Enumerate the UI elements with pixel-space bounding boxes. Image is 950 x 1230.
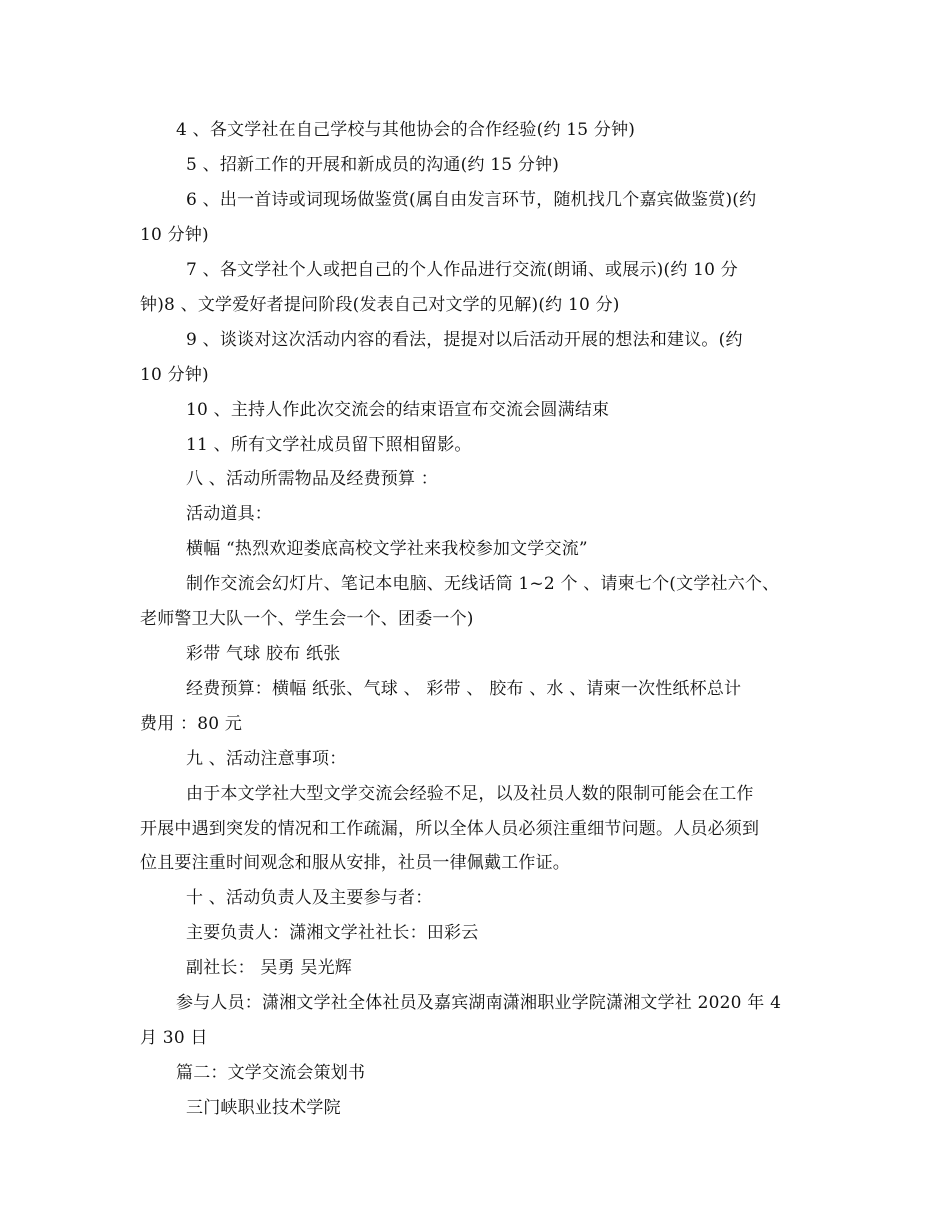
text-line: 钟)8 、文学爱好者提问阶段(发表自己对文学的见解)(约 10 分)	[140, 295, 620, 315]
section-heading: 八 、活动所需物品及经费预算 ：	[186, 469, 439, 489]
text-line: 主要负责人：潇湘文学社社长：田彩云	[186, 923, 479, 943]
text-line: 7 、各文学社个人或把自己的个人作品进行交流(朗诵、或展示)(约 10 分	[186, 260, 738, 280]
text-line: 11 、所有文学社成员留下照相留影。	[186, 435, 472, 455]
text-line: 参与人员：潇湘文学社全体社员及嘉宾湖南潇湘职业学院潇湘文学社 2020 年 4	[176, 993, 782, 1013]
text-line: 经费预算：横幅 纸张、气球 、 彩带 、 胶布 、水 、请柬一次性纸杯总计	[186, 679, 742, 699]
text-line: 6 、出一首诗或词现场做鉴赏(属自由发言环节，随机找几个嘉宾做鉴赏)(约	[186, 190, 757, 210]
text-line: 彩带 气球 胶布 纸张	[186, 644, 341, 664]
section-heading: 十 、活动负责人及主要参与者：	[186, 888, 433, 908]
text-line: 4 、各文学社在自己学校与其他协会的合作经验(约 15 分钟)	[176, 120, 636, 140]
section-heading: 九 、活动注意事项：	[186, 749, 347, 769]
text-line: 三门峡职业技术学院	[186, 1098, 341, 1118]
text-line: 费用 ：80 元	[140, 714, 243, 734]
text-line: 老师警卫大队一个、学生会一个、团委一个)	[140, 609, 474, 629]
text-line: 月 30 日	[140, 1028, 208, 1048]
text-line: 开展中遇到突发的情况和工作疏漏，所以全体人员必须注重细节问题。人员必须到	[140, 819, 760, 839]
text-line: 横幅 “热烈欢迎娄底高校文学社来我校参加文学交流”	[186, 539, 588, 559]
text-line: 制作交流会幻灯片、笔记本电脑、无线话筒 1~2 个 、请柬七个(文学社六个、	[186, 574, 780, 594]
text-line: 由于本文学社大型文学交流会经验不足，以及社员人数的限制可能会在工作	[186, 784, 754, 804]
text-line: 副社长： 吴勇 吴光辉	[186, 958, 353, 978]
text-line: 9 、谈谈对这次活动内容的看法，提提对以后活动开展的想法和建议。(约	[186, 330, 743, 350]
text-line: 5 、招新工作的开展和新成员的沟通(约 15 分钟)	[186, 155, 560, 175]
text-line: 位且要注重时间观念和服从安排，社员一律佩戴工作证。	[140, 853, 570, 873]
text-line: 活动道具：	[186, 504, 272, 524]
text-line: 10 分钟)	[140, 365, 209, 385]
section-heading: 篇二：文学交流会策划书	[176, 1063, 366, 1083]
text-line: 10 分钟)	[140, 225, 209, 245]
text-line: 10 、主持人作此次交流会的结束语宣布交流会圆满结束	[186, 400, 610, 420]
